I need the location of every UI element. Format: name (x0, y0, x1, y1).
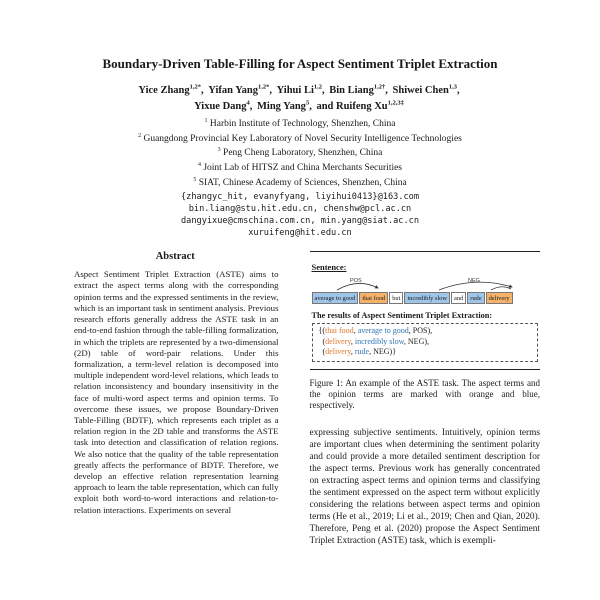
affiliation-number: 2 (138, 132, 142, 139)
pos-arc-label: POS (349, 278, 362, 285)
sentence-token-opinion: average to good (312, 292, 359, 304)
affiliation-line: $^1$ Harbin Institute of Technology, Shenzhen, China (204, 118, 396, 130)
author-affiliation-marker: 5 (305, 99, 310, 107)
author-affiliation-marker: 1,2,3‡ (387, 99, 404, 107)
neg-arc-label: NEG (467, 278, 480, 285)
triplet-opinion-term: incredibly slow (354, 336, 404, 346)
author-affiliation-marker: 4 (246, 99, 250, 107)
author-line-2 (60, 97, 540, 114)
affiliation-list (60, 116, 540, 189)
relation-arcs (312, 276, 534, 292)
left-column (60, 251, 291, 546)
pos-arc (337, 284, 378, 291)
author-affiliation-marker: 1,2† (373, 83, 386, 90)
author-name: and Ruifeng $Xu^{1,2,3\ddagger}$ (316, 99, 404, 112)
abstract-text: Aspect Sentiment Triplet Extraction (ASTE) aims to extract the aspect terms along with the corresponding opinion terms and the expressed sentiments in the review, which is an important task in sentiment analysis. Previous research efforts generally address the ASTE task in an end-to-end fashion through the table-filling formalization, in which the triplets are represented by a two-dimensional (2D) table of word-pair relations. Under this formalization, a term-level relation is decomposed into multiple independent word-level relations, which leads to relation inconsistency and boundary insensitivity in the face of multi-word aspect terms and opinion terms. To overcome these issues, we propose Boundary-Driven Table-Filling (BDTF), which represents each triplet as a relation region in the 2D table and transforms the ASTE task into detection and classification of relation regions. We also notice that the quality of the table representation greatly affects the performance of BDTF. Therefore, we develop an effective relation representation learning approach to learn the table representation, which can fully exploit both word-to-word interactions and relation-to-relation interactions. Experiments on several (74, 269, 279, 515)
email-list (60, 191, 540, 239)
triplet-opinion-term: rude (354, 347, 370, 357)
author-affiliation-marker: 1,2* (189, 83, 202, 90)
email-line: {zhangyc_hit, evanyfyang, liyihui0413}@163.com (181, 192, 419, 203)
triplet-aspect-term: thai food (325, 326, 354, 336)
author-name: Yice Zhang$^{1,2*}$, (138, 83, 207, 96)
sentence-token-plain: but (389, 292, 403, 304)
author-name: Yixue Dang$^4$, (194, 99, 256, 112)
affiliation-line: $^4$ Joint Lab of HITSZ and China Merchants Securities (197, 161, 403, 174)
figure-sentence-tokens (312, 292, 539, 304)
triplet-line: {(thai food, average to good, POS), (318, 326, 433, 336)
author-affiliation-marker: 1,3 (448, 83, 457, 90)
author-line-1 (60, 80, 540, 97)
email-line: bin.liang@stu.hit.edu.cn, chenshw@pcl.ac.cn (188, 204, 412, 215)
author-affiliation-marker: 1,2 (313, 83, 322, 90)
sentence-token-aspect: delivery (486, 292, 513, 304)
right-column (310, 251, 541, 546)
intro-paragraph: expressing subjective sentiments. Intuitively, opinion terms are important clues when determining the sentiment polarity and could provide a more detailed sentiment description for the aspect terms. Previous work has generally concentrated on extracting aspect terms and opinion terms and classifying the sentiment expressed on the aspect term without explicitly considering the relations between aspect terms and opinion terms (He et al., 2019; Li et al., 2019; Chen and Qian, 2020). Therefore, Peng et al. (2020) propose the Aspect Sentiment Triplet Extraction (ASTE) task, which is exempli- (309, 427, 540, 546)
triplet-opinion-term: average to good (357, 326, 409, 336)
triplet-aspect-term: delivery (325, 347, 351, 357)
triplet-line: (delivery, incredibly slow, NEG), (318, 336, 430, 346)
figure-1-content (310, 251, 541, 370)
sentence-token-opinion: incredibly slow (404, 292, 450, 304)
abstract-heading: Abstract (155, 251, 195, 263)
author-name: Yihui Li$^{1,2}$, (276, 83, 328, 96)
email-line: xuruifeng@hit.edu.cn (248, 228, 352, 239)
affiliation-number: 4 (197, 161, 201, 168)
author-name: Shiwei Chen$^{1,3}$, (392, 83, 460, 96)
figure-1-caption: Figure 1: An example of the ASTE task. The aspect terms and the opinion terms are marked with orange and blue, respectively. (309, 377, 540, 411)
sentence-token-aspect: thai food (359, 292, 388, 304)
sentence-token-opinion: rude (467, 292, 484, 304)
affiliation-number: 1 (204, 118, 208, 124)
triplet-aspect-term: delivery (325, 336, 351, 346)
author-name: Bin Liang$^{1,2\dagger}$, (329, 83, 391, 96)
neg-arc-2 (491, 287, 511, 290)
affiliation-number: 5 (193, 176, 197, 183)
two-column-body (60, 251, 540, 546)
email-line: dangyixue@cmschina.com.cn, min.yang@siat.ac.cn (181, 216, 419, 227)
affiliation-line: $^2$ Guangdong Provincial Key Laboratory of Novel Security Intelligence Technologies (138, 132, 462, 144)
affiliation-line: $^5$ SIAT, Chinese Academy of Sciences, Shenzhen, China (193, 176, 407, 188)
affiliation-line: $^3$ Peng Cheng Laboratory, Shenzhen, China (217, 147, 383, 159)
paper-title: Boundary-Driven Table-Filling for Aspect Sentiment Triplet Extraction (102, 56, 498, 71)
author-name: Yifan Yang$^{1,2*}$, (208, 83, 275, 96)
figure-triplets (312, 323, 539, 362)
triplet-line: (delivery, rude, NEG)} (318, 347, 397, 357)
affiliation-number: 3 (217, 147, 221, 154)
author-list (60, 80, 540, 113)
figure-results-label: The results of Aspect Sentiment Triplet Extraction: (311, 311, 493, 321)
author-affiliation-marker: 1,2* (257, 83, 270, 90)
author-name: Ming Yang$^5$, (257, 99, 315, 112)
figure-sentence-label: Sentence: (311, 262, 347, 273)
sentence-token-plain: and (451, 292, 466, 304)
figure-1 (310, 251, 541, 411)
